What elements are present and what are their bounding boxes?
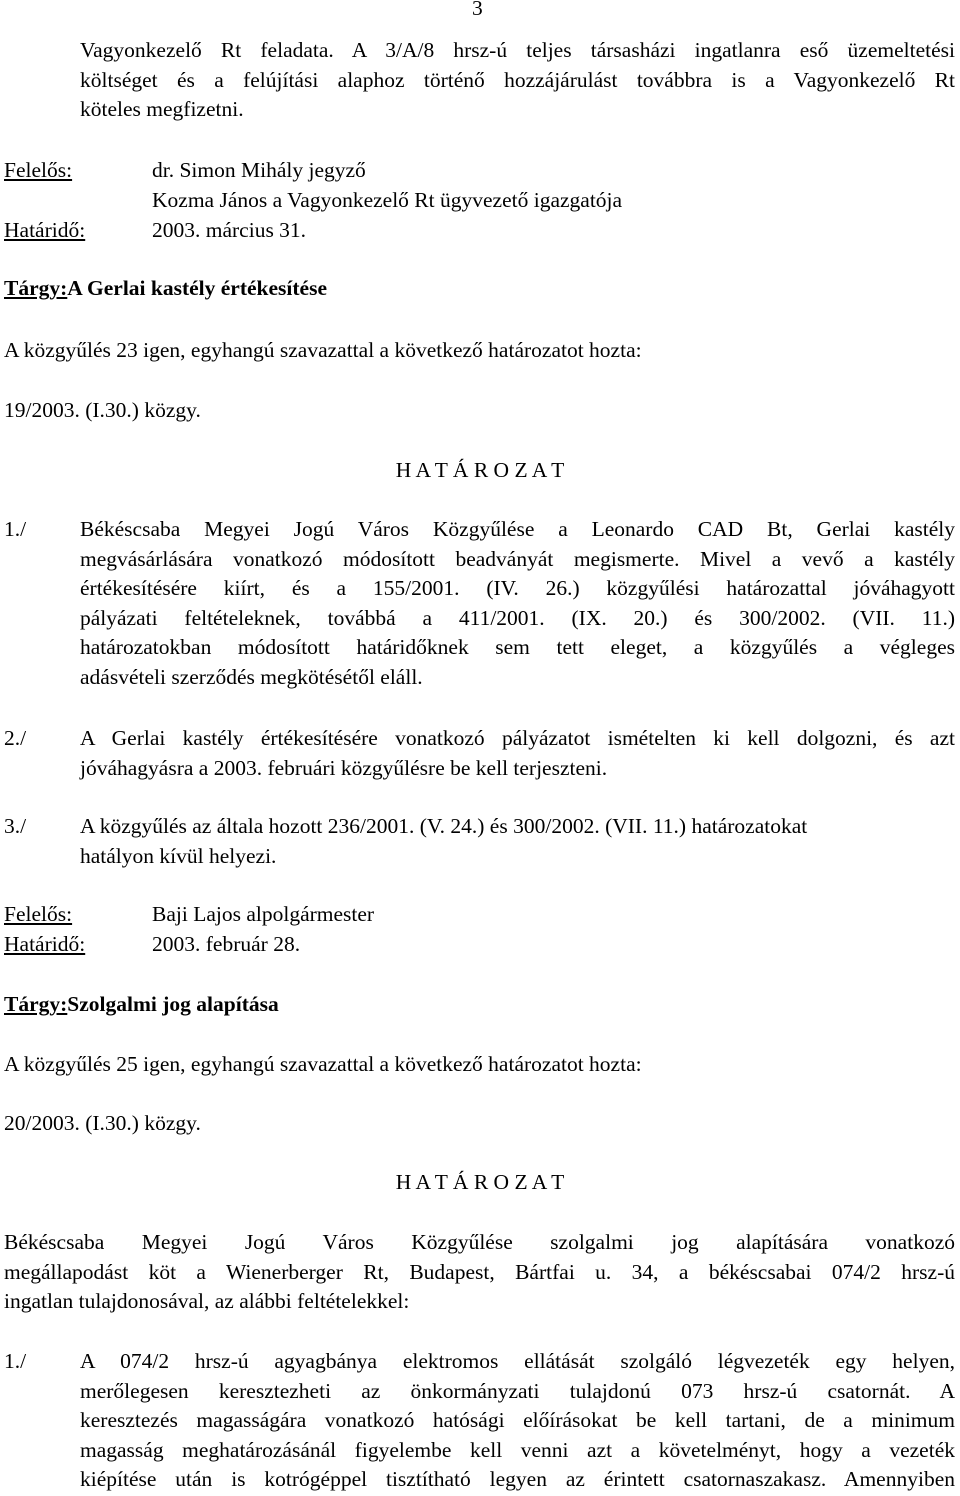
item-line: A közgyűlés az általa hozott 236/2001. (V. 24.) és 300/2002. (VII. 11.) határozatokat (80, 814, 808, 838)
topic-title: A Gerlai kastély értékesítése (67, 276, 328, 300)
body-line: ingatlan tulajdonosával, az alábbi feltételekkel: (4, 1289, 410, 1313)
body-line: megállapodást köt a Wienerberger Rt, Budapest, Bártfai u. 34, a békéscsabai 074/2 hrsz-ú (4, 1259, 955, 1284)
felelos-value-line2: Kozma János a Vagyonkezelő Rt ügyvezető igazgatója (152, 188, 623, 212)
resolution-heading: H A T Á R O Z A T (395, 458, 565, 482)
item-text (80, 724, 955, 783)
felelos-value: dr. Simon Mihály jegyző (152, 158, 366, 182)
resolution-ref: 20/2003. (I.30.) közgy. (4, 1111, 201, 1135)
item-text (80, 515, 955, 692)
item-number: 1./ (4, 1349, 27, 1373)
hatarido-label: Határidő: (4, 218, 86, 242)
resolution-body (4, 1228, 955, 1317)
item-line: keresztezés magasságára vonatkozó hatósági előírásokat be kell tartani, de a minimum (80, 1408, 955, 1432)
item-number: 3./ (4, 814, 27, 838)
item-line: kiépítése után is kotrógéppel tisztítható legyen az érintett csatornaszakasz. Amennyiben (80, 1467, 955, 1491)
resolution-heading: H A T Á R O Z A T (395, 1170, 565, 1194)
body-line: Békéscsaba Megyei Jogú Város Közgyűlése szolgalmi jog alapítására vonatkozó (4, 1230, 955, 1254)
item-text (80, 1347, 955, 1495)
item-line: hatályon kívül helyezi. (80, 843, 277, 868)
item-line: pályázati feltételeknek, továbbá a 411/2001. (IX. 20.) és 300/2002. (VII. 11.) (80, 605, 955, 630)
intro-line: költséget és a felújítási alaphoz történő hozzájárulást továbbra is a Vagyonkezelő Rt (80, 67, 955, 92)
hatarido-value: 2003. március 31. (152, 218, 307, 242)
topic-heading (4, 990, 279, 1020)
item-line: A 074/2 hrsz-ú agyagbánya elektromos ellátását szolgáló légvezeték egy helyen, (80, 1349, 955, 1373)
felelos-label: Felelős: (4, 902, 73, 926)
vote-statement: A közgyűlés 23 igen, egyhangú szavazattal a következő határozatot hozta: (4, 338, 642, 362)
item-line: jóváhagyásra a 2003. februári közgyűlésre be kell terjeszteni. (80, 755, 608, 780)
item-number: 2./ (4, 726, 27, 750)
item-line: értékesítésére kiírt, és a 155/2001. (IV. 26.) közgyűlési határozattal jóváhagyott (80, 576, 955, 600)
hatarido-value: 2003. február 28. (152, 932, 301, 956)
item-number: 1./ (4, 517, 27, 541)
item-line: megvásárlására vonatkozó módosított beadványát megismerte. Mivel a vevő a kastély (80, 546, 955, 571)
item-line: magasság meghatározásánál figyelembe kell venni azt a követelményt, hogy a vezeték (80, 1437, 955, 1462)
topic-label: Tárgy: (4, 992, 68, 1016)
felelos-label: Felelős: (4, 158, 73, 182)
item-line: Békéscsaba Megyei Jogú Város Közgyűlése a Leonardo CAD Bt, Gerlai kastély (80, 517, 955, 541)
intro-line: köteles megfizetni. (80, 97, 244, 121)
item-line: adásvételi szerződés megkötésétől eláll. (80, 664, 423, 689)
topic-heading (4, 274, 327, 304)
item-line: határozatokban módosított határidőknek sem tett eleget, a közgyűlés a végleges (80, 635, 955, 659)
topic-title: Szolgalmi jog alapítása (67, 992, 279, 1016)
page-number: 3 (472, 0, 483, 20)
intro-line: Vagyonkezelő Rt feladata. A 3/A/8 hrsz-ú teljes társasházi ingatlanra eső üzemeltetési (80, 38, 955, 62)
item-line: A Gerlai kastély értékesítésére vonatkozó pályázatot ismételten ki kell dolgozni, és azt (80, 726, 955, 750)
intro-paragraph (80, 36, 955, 125)
item-line: merőlegesen keresztezheti az önkormányzati tulajdonú 073 hrsz-ú csatornát. A (80, 1378, 955, 1403)
felelos-value: Baji Lajos alpolgármester (152, 902, 375, 926)
topic-label: Tárgy: (4, 276, 68, 300)
hatarido-label: Határidő: (4, 932, 86, 956)
resolution-ref: 19/2003. (I.30.) közgy. (4, 398, 201, 422)
item-text (80, 812, 955, 871)
vote-statement: A közgyűlés 25 igen, egyhangú szavazattal a következő határozatot hozta: (4, 1052, 642, 1076)
